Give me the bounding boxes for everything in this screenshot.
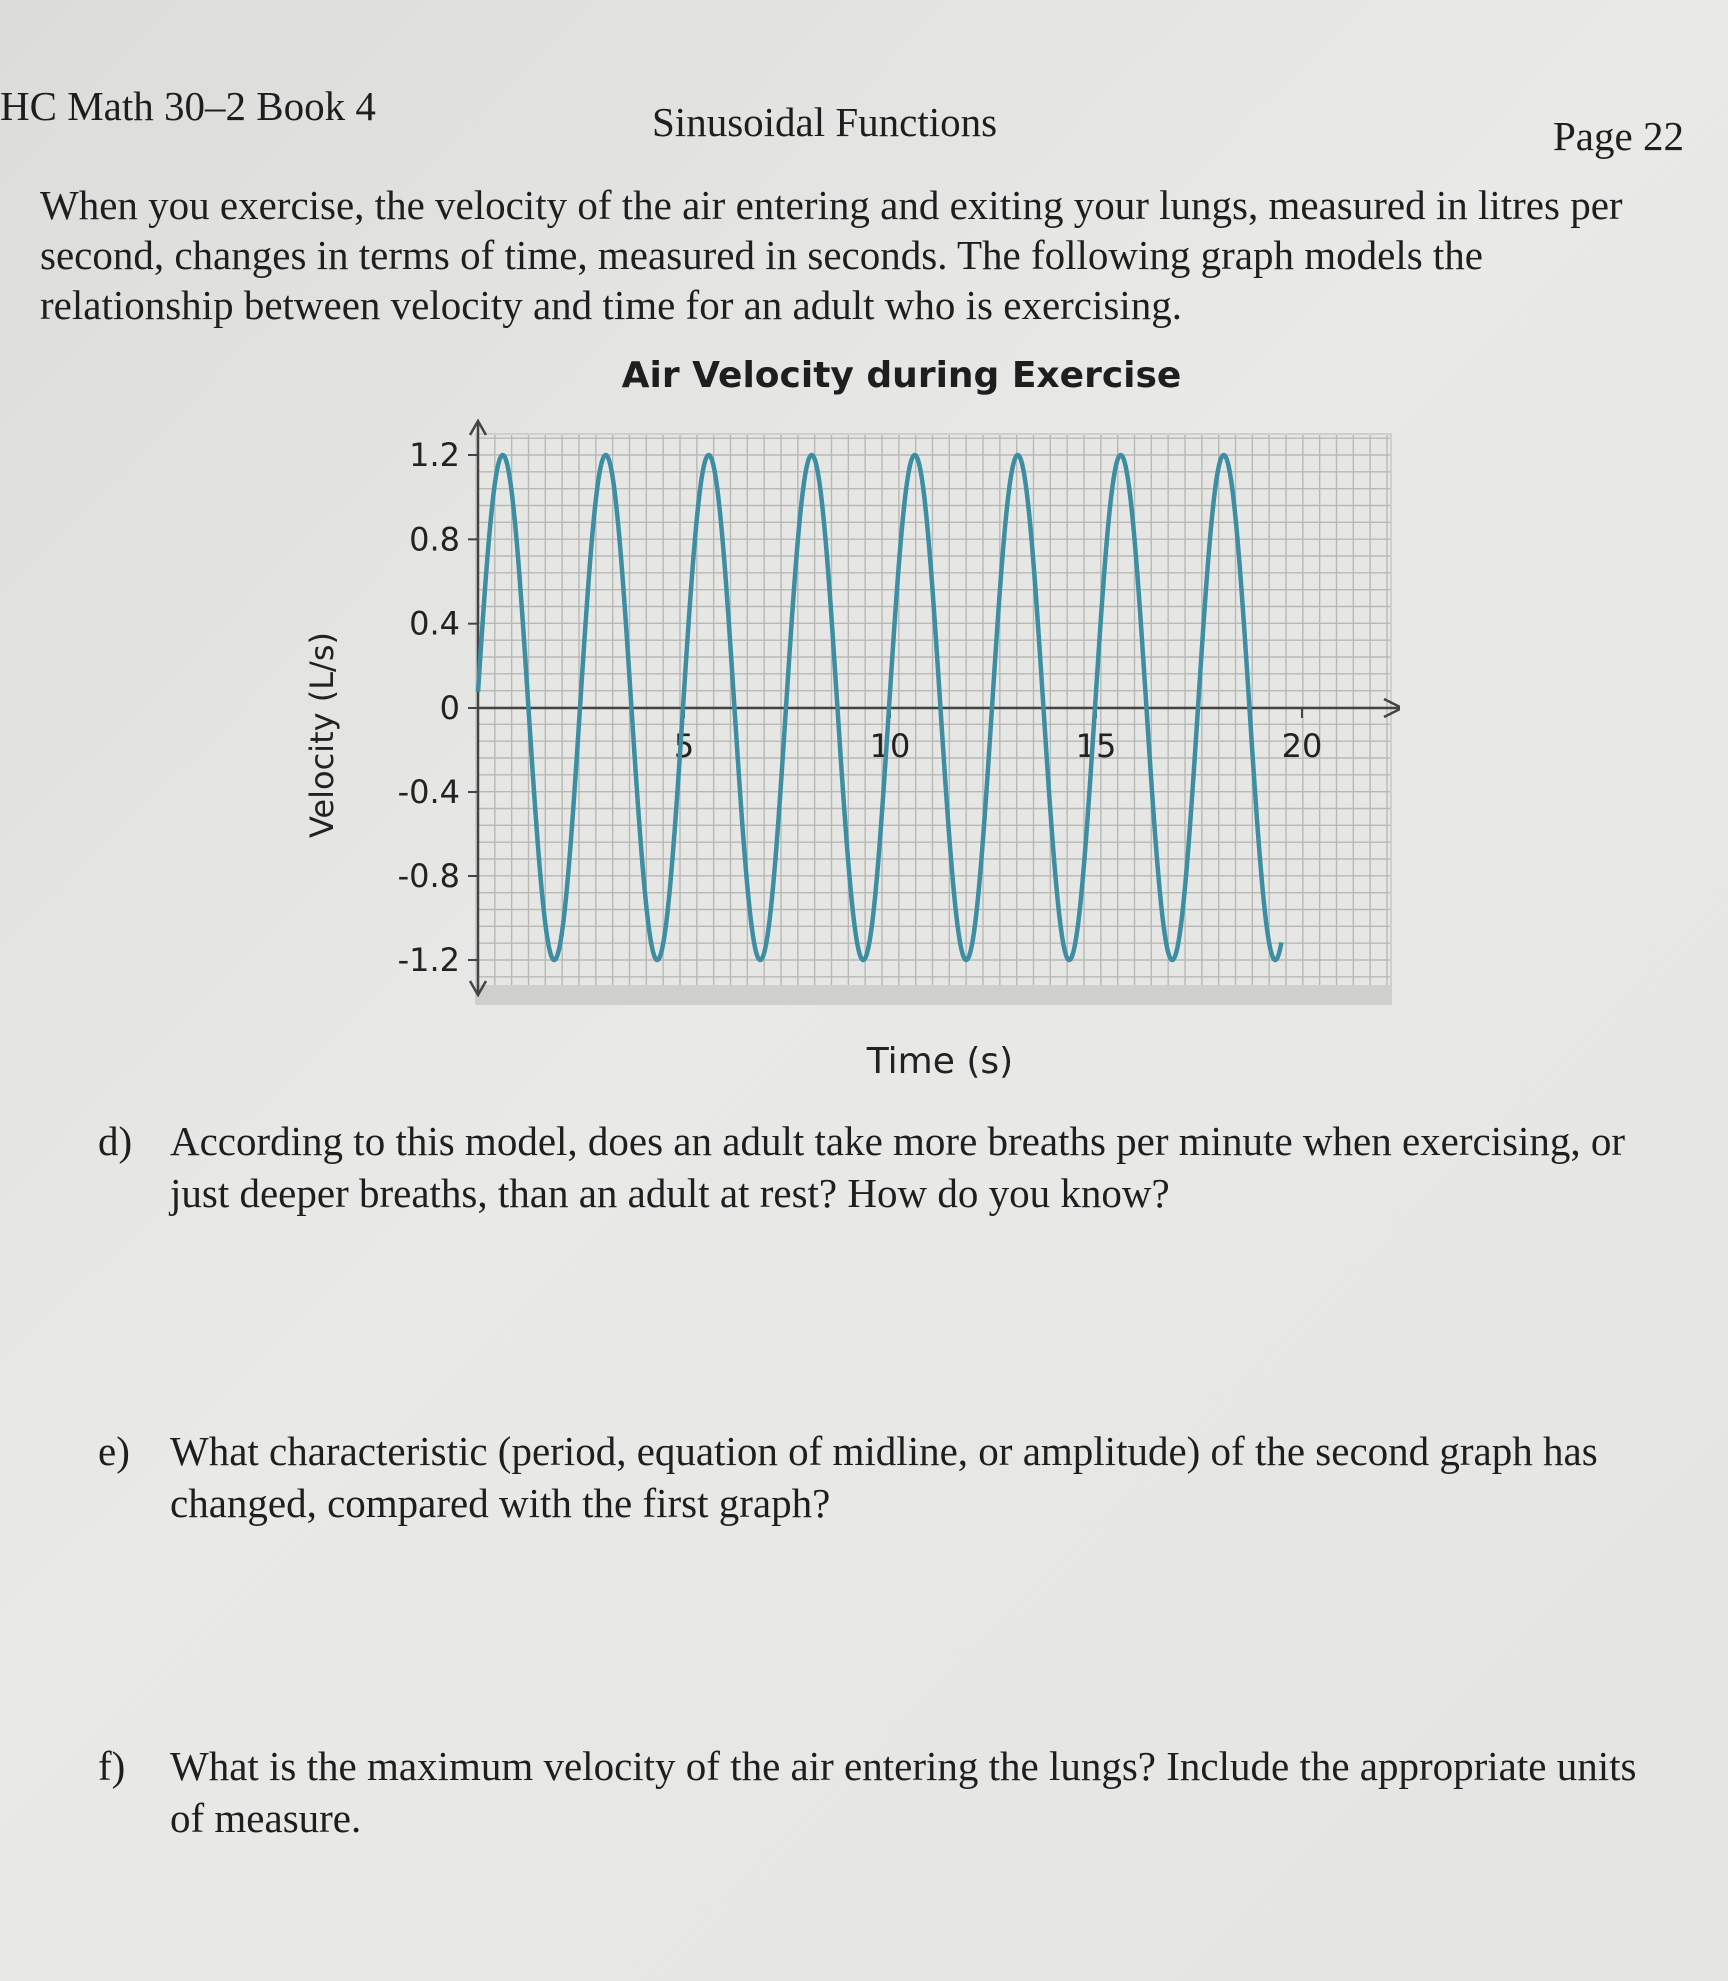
y-axis-label: Velocity (L/s): [303, 632, 341, 838]
x-tick-label: 20: [1281, 727, 1323, 765]
question-d-label: d): [98, 1118, 133, 1164]
question-e-label: e): [98, 1428, 130, 1474]
chart-title: Air Velocity during Exercise: [621, 355, 1182, 396]
velocity-chart: [300, 405, 1400, 1095]
x-axis-label: Time (s): [866, 1041, 1014, 1082]
y-tick-label: 1.2: [409, 436, 460, 474]
y-tick-label: -0.4: [397, 773, 460, 811]
question-e-text: What characteristic (period, equation of midline, or amplitude) of the second graph has changed, compared with the first graph?: [170, 1428, 1598, 1526]
x-tick-label: 5: [673, 727, 695, 765]
question-f-label: f): [98, 1743, 126, 1789]
x-tick-label: 15: [1075, 727, 1117, 765]
y-tick-label: -0.8: [397, 857, 460, 895]
intro-paragraph: When you exercise, the velocity of the air entering and exiting your lungs, measured in litres per second, changes in terms of time, measured in seconds. The following graph models the relationship between velocity and time for an adult who is exercising.: [40, 182, 1623, 328]
y-tick-label: 0.4: [409, 604, 460, 643]
header-course: HC Math 30–2 Book 4: [0, 83, 376, 129]
header-topic: Sinusoidal Functions: [652, 99, 998, 145]
y-tick-label: -1.2: [397, 941, 460, 979]
question-f-text: What is the maximum velocity of the air entering the lungs? Include the appropriate units of measure.: [170, 1743, 1637, 1841]
plot-area: [477, 435, 1390, 985]
y-tick-label: 0.8: [409, 520, 460, 559]
y-tick-label: 0: [439, 689, 460, 727]
header-page-number: Page 22: [1553, 113, 1684, 159]
question-d-text: According to this model, does an adult take more breaths per minute when exercising, or just deeper breaths, than an adult at rest? How do you know?: [170, 1118, 1626, 1216]
x-tick-label: 10: [869, 727, 911, 765]
